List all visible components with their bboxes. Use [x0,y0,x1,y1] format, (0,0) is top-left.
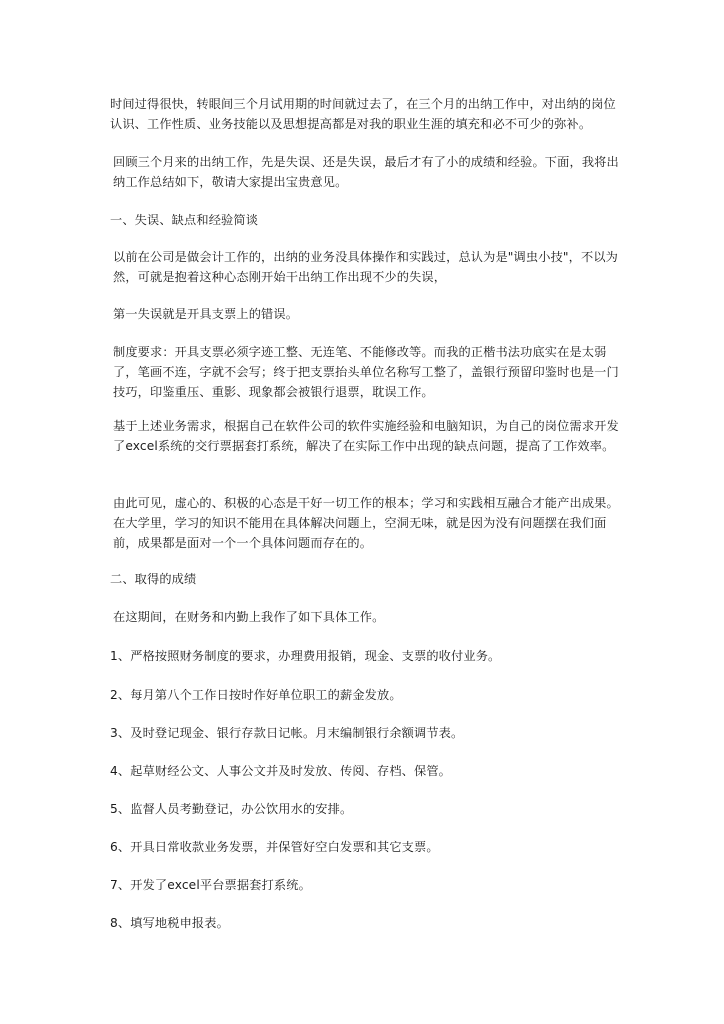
paragraph-text: 制度要求：开具支票必须字迹工整、无连笔、不能修改等。而我的正楷书法功底实在是太弱了，笔画不连，字就不会写；终于把支票抬头单位名称写工整了，盖银行预留印鉴时也是一门技巧，印鉴重压、重影、现象都会被银行退票，耽误工作。 [113,345,619,399]
paragraph-text: 回顾三个月来的出纳工作，先是失误、还是失误，最后才有了小的成绩和经验。下面，我将出纳工作总结如下，敬请大家提出宝贵意见。 [113,155,619,189]
list-item-2 [110,685,625,705]
list-item-4 [110,761,625,781]
paragraph-rules [110,342,625,402]
paragraph-intro [110,94,625,134]
paragraph-text: 基于上述业务需求，根据自己在软件公司的软件实施经验和电脑知识，为自己的岗位需求开发了excel系统的交行票据套打系统，解决了在实际工作中出现的缺点问题，提高了工作效率。 [113,419,619,453]
list-item: 5、监督人员考勤登记，办公饮用水的安排。 [110,802,353,816]
list-item: 2、每月第八个工作日按时作好单位职工的薪金发放。 [110,688,402,702]
paragraph-text: 第一失误就是开具支票上的错误。 [113,307,299,321]
section-heading-achievements [110,569,625,589]
paragraph-work-intro [110,607,625,627]
section-heading: 一、失误、缺点和经验简谈 [110,213,259,227]
list-item: 6、开具日常收款业务发票，并保管好空白发票和其它支票。 [110,840,439,854]
list-item-7 [110,875,625,895]
paragraph-solution [110,416,625,456]
list-item-6 [110,837,625,857]
paragraph-conclusion [110,493,625,553]
list-item: 4、起草财经公文、人事公文并及时发放、传阅、存档、保管。 [110,764,452,778]
paragraph-text: 在这期间，在财务和内勤上我作了如下具体工作。 [113,610,385,624]
list-item: 8、填写地税申报表。 [110,916,229,930]
paragraph-text: 以前在公司是做会计工作的，出纳的业务没具体操作和实践过，总认为是"调虫小技"，不以为然，可就是抱着这种心态刚开始干出纳工作出现不少的失误， [113,250,619,284]
paragraph-background [110,247,625,287]
list-item-3 [110,723,625,743]
section-heading-mistakes [110,210,625,230]
paragraph-first-mistake [110,304,625,324]
paragraph-review [110,152,625,192]
list-item: 7、开发了excel平台票据套打系统。 [110,878,311,892]
list-item-1 [110,646,625,666]
list-item-5 [110,799,625,819]
list-item: 1、严格按照财务制度的要求，办理费用报销，现金、支票的收付业务。 [110,649,501,663]
list-item-8 [110,913,625,933]
section-heading: 二、取得的成绩 [110,572,197,586]
paragraph-text: 时间过得很快，转眼间三个月试用期的时间就过去了，在三个月的出纳工作中，对出纳的岗位认识、工作性质、业务技能以及思想提高都是对我的职业生涯的填充和必不可少的弥补。 [110,97,616,131]
list-item: 3、及时登记现金、银行存款日记帐。月末编制银行余额调节表。 [110,726,464,740]
paragraph-text: 由此可见，虚心的、积极的心态是干好一切工作的根本；学习和实践相互融合才能产出成果。在大学里，学习的知识不能用在具体解决问题上，空洞无味，就是因为没有问题摆在我们面前，成果都是面对一个一个具体问题而存在的。 [113,496,619,550]
